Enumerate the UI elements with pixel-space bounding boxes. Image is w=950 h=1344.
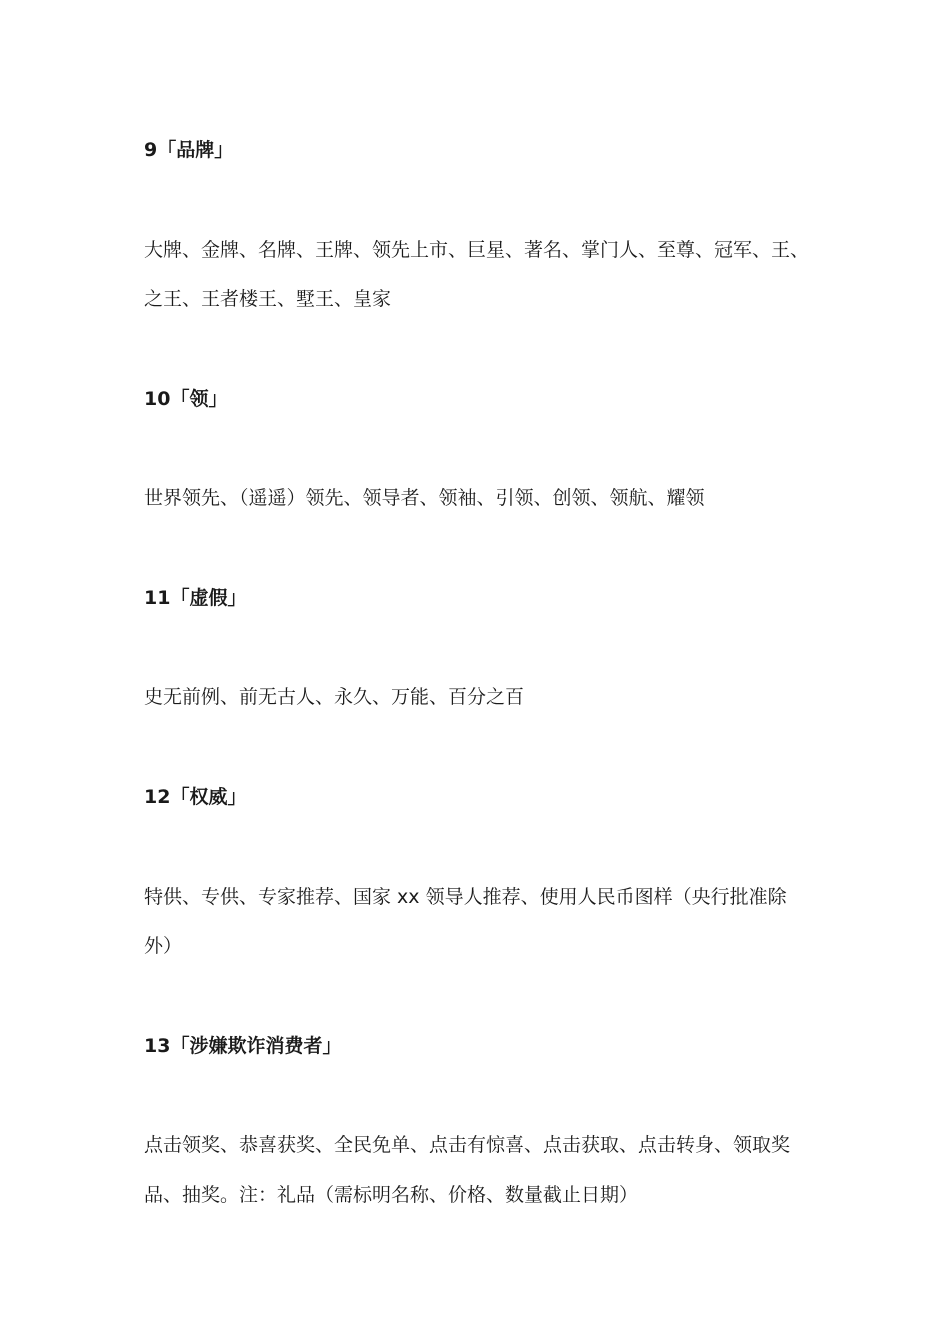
section-heading-12: 12「权威」 [144,786,247,808]
section-heading-9: 9「品牌」 [144,139,234,161]
section-text-12-line-2: 外） [144,935,183,957]
section-text-13-line-1: 点击领奖、恭喜获奖、全民免单、点击有惊喜、点击获取、点击转身、领取奖 [144,1134,791,1156]
section-heading-11: 11「虚假」 [144,587,247,609]
section-text-11-line-1: 史无前例、前无古人、永久、万能、百分之百 [144,686,525,708]
section-text-9-line-1: 大牌、金牌、名牌、王牌、领先上市、巨星、著名、掌门人、至尊、冠军、王、 [144,239,810,261]
section-text-13-line-2: 品、抽奖。注：礼品（需标明名称、价格、数量截止日期） [144,1184,639,1206]
section-text-9-line-2: 之王、王者楼王、墅王、皇家 [144,288,392,310]
section-text-10-line-1: 世界领先、（遥遥）领先、领导者、领袖、引领、创领、领航、耀领 [144,487,705,509]
section-heading-10: 10「领」 [144,388,228,410]
section-text-12-line-1: 特供、专供、专家推荐、国家 xx 领导人推荐、使用人民币图样（央行批准除 [144,886,787,908]
section-heading-13: 13「涉嫌欺诈消费者」 [144,1035,342,1057]
